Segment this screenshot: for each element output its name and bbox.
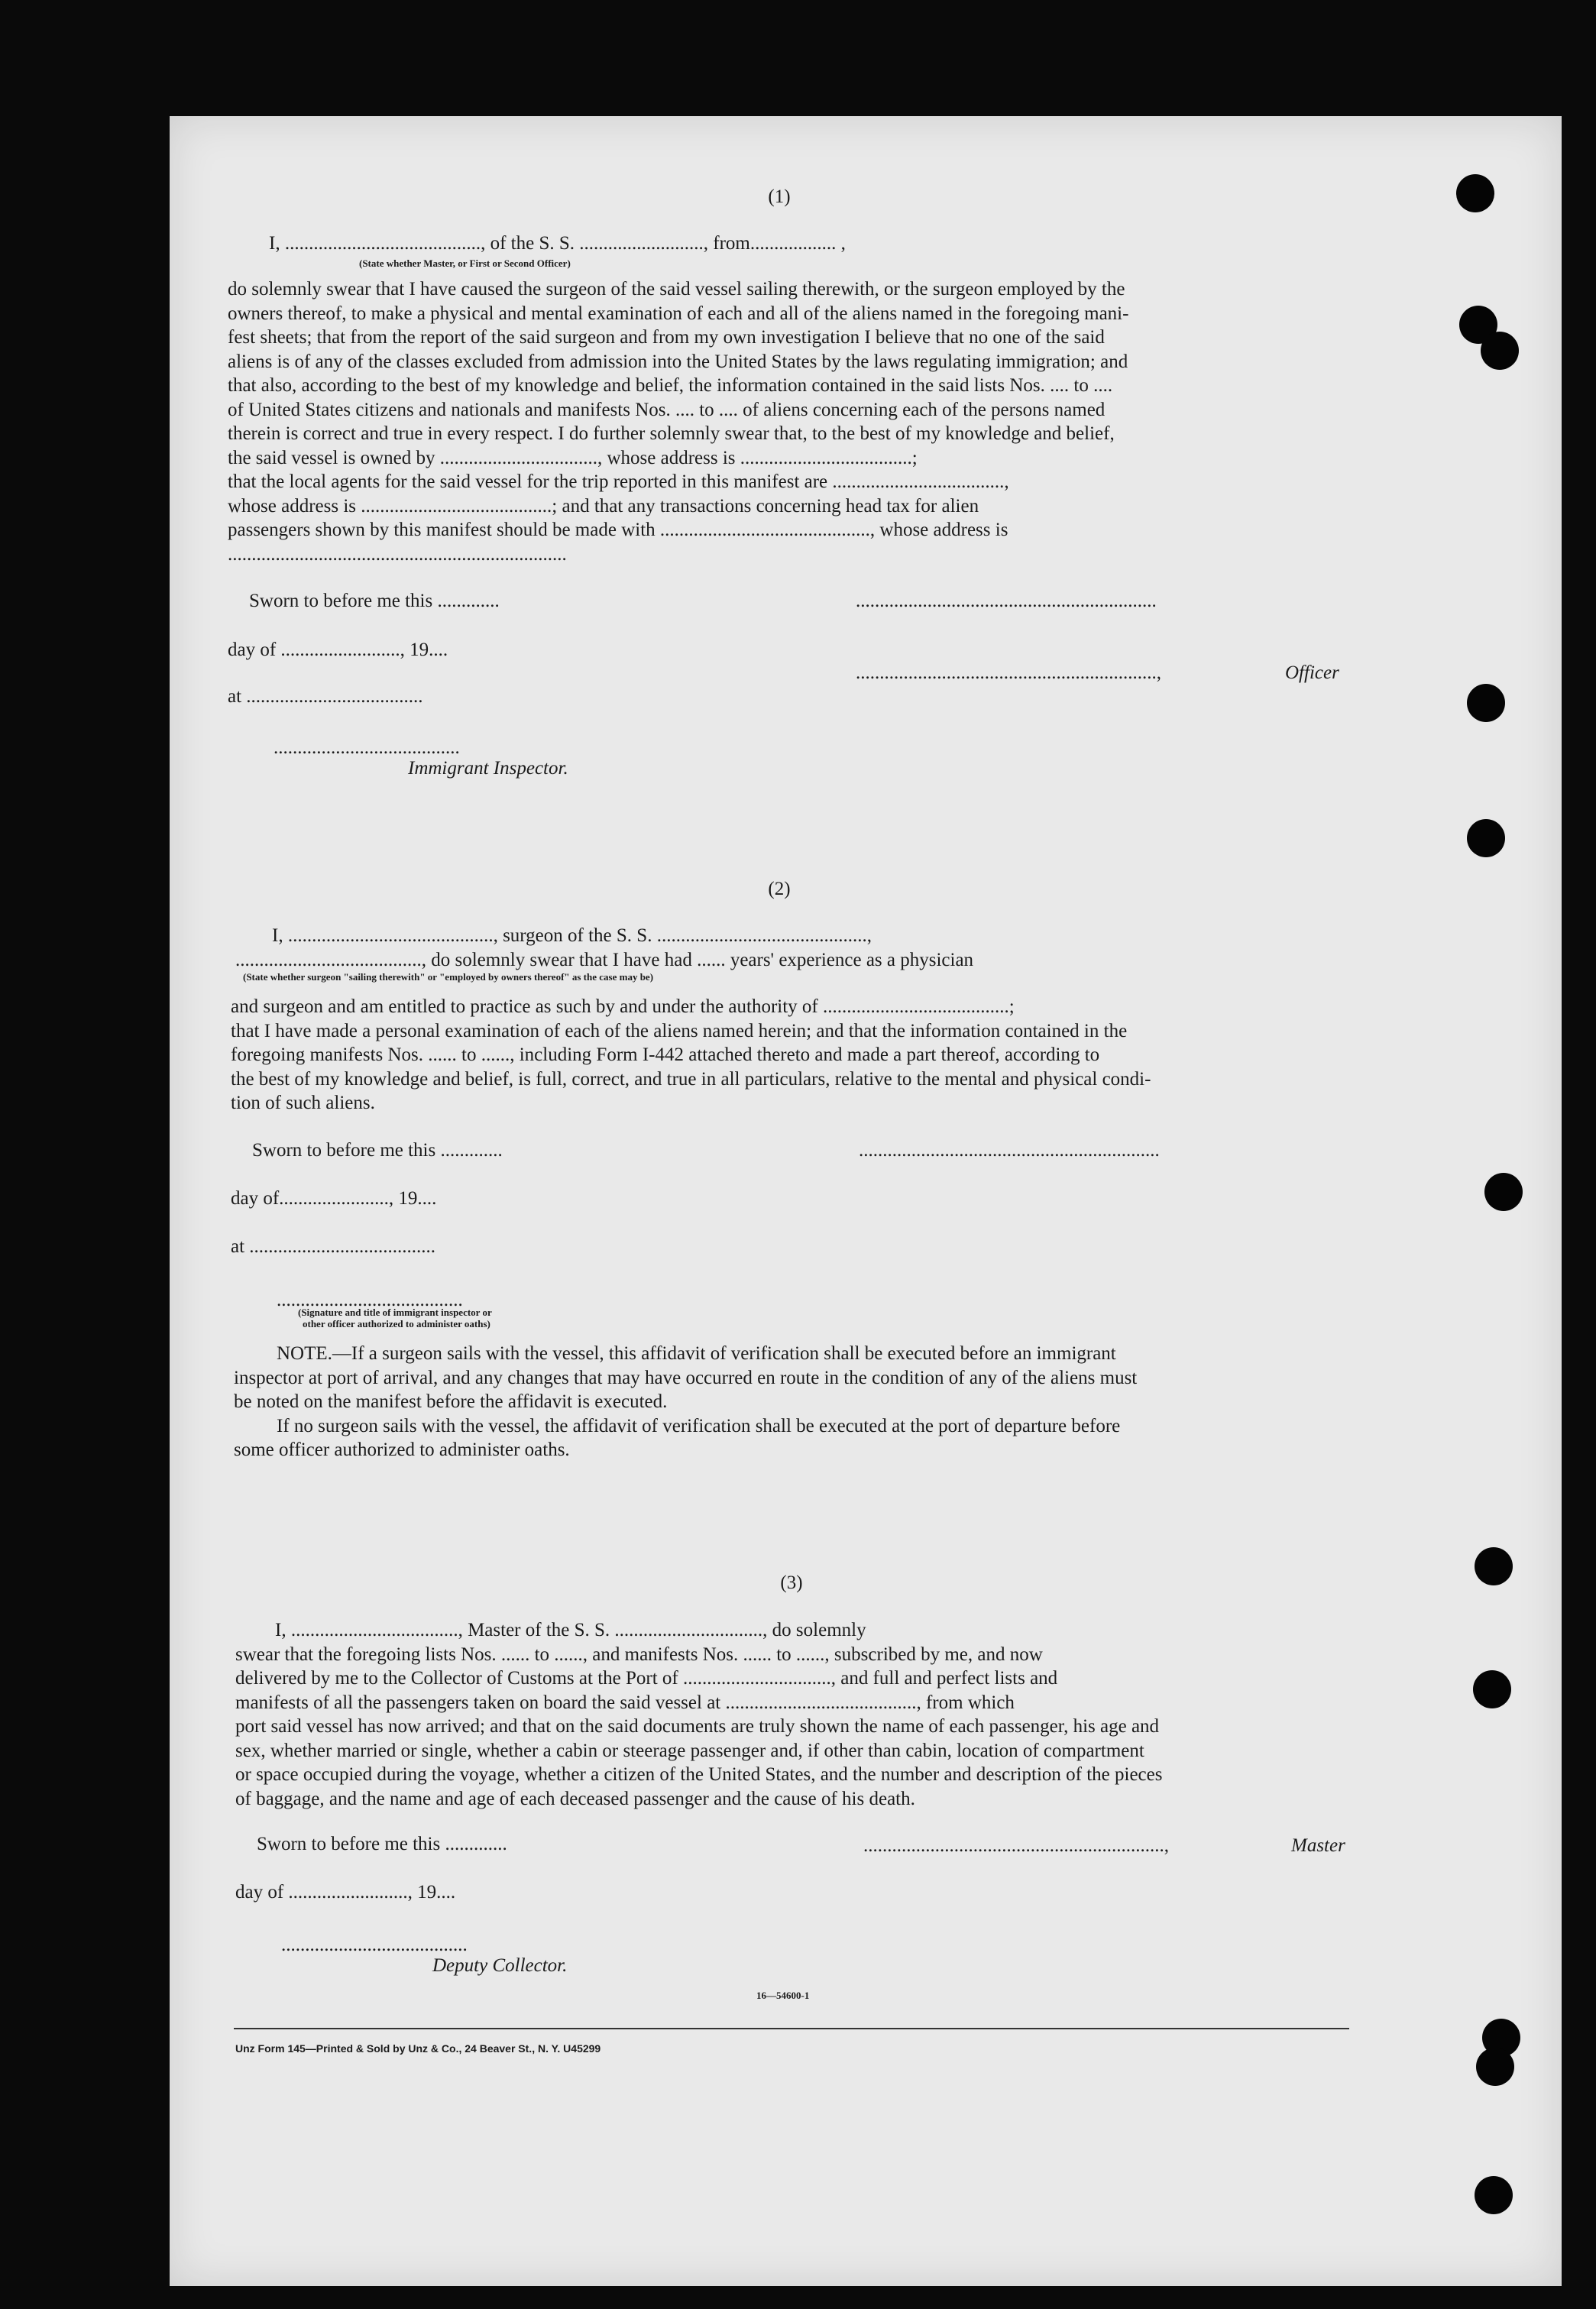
paragraph-line: be noted on the manifest before the affidavit is executed. xyxy=(234,1391,668,1412)
punch-hole xyxy=(1475,2176,1513,2214)
paragraph-line: or space occupied during the voyage, whether a citizen of the United States, and the number and description of the pieces xyxy=(235,1764,1163,1785)
section-1-signature-line: ....................................... xyxy=(274,737,460,758)
section-1-officer-line: ..............................................................., xyxy=(856,662,1161,683)
paragraph-line: that the local agents for the said vessel for the trip reported in this manifest are ...................................., xyxy=(228,471,1009,492)
paragraph-line: swear that the foregoing lists Nos. ...... to ......, and manifests Nos. ...... to ......, subscribed by me, and now xyxy=(235,1644,1043,1665)
paragraph-line: If no surgeon sails with the vessel, the affidavit of verification shall be executed at the port of departure before xyxy=(277,1415,1121,1436)
paragraph-line: foregoing manifests Nos. ...... to ......, including Form I-442 attached thereto and made a part thereof, according to xyxy=(231,1044,1100,1065)
section-3-collector-title: Deputy Collector. xyxy=(432,1955,568,1976)
section-2-surgeon-note: (State whether surgeon "sailing therewith" or "employed by owners thereof" as the case may be) xyxy=(243,971,654,983)
section-1-first-line: I, ........................................., of the S. S. .........................., from.................. , xyxy=(269,233,846,254)
footer-printer-line: Unz Form 145—Printed & Sold by Unz & Co., 24 Beaver St., N. Y. U45299 xyxy=(235,2042,601,2055)
paragraph-line: some officer authorized to administer oaths. xyxy=(234,1439,570,1460)
footer-rule xyxy=(234,2028,1349,2029)
paragraph-line: NOTE.—If a surgeon sails with the vessel, this affidavit of verification shall be executed before an immigrant xyxy=(277,1343,1116,1364)
paragraph-line: inspector at port of arrival, and any changes that may have occurred en route in the condition of any of the aliens must xyxy=(234,1367,1138,1388)
section-3-sworn: Sworn to before me this ............. xyxy=(257,1834,507,1854)
section-3-master-line: ..............................................................., xyxy=(863,1835,1169,1856)
punch-hole xyxy=(1481,332,1519,370)
section-1-oath xyxy=(228,277,1340,566)
section-2-first-line: I, ..........................................., surgeon of the S. S. ............................................, xyxy=(272,925,872,946)
section-2-day: day of......................., 19.... xyxy=(231,1188,437,1209)
section-3-master-title: Master xyxy=(1291,1835,1345,1856)
punch-hole xyxy=(1484,1173,1523,1211)
section-3-signature-line: ....................................... xyxy=(281,1935,468,1955)
paragraph-line: tion of such aliens. xyxy=(231,1093,375,1113)
paragraph-line: aliens is of any of the classes excluded from admission into the United States by the laws regulating immigration; and xyxy=(228,351,1128,372)
punch-hole xyxy=(1456,174,1494,212)
paragraph-line: therein is correct and true in every respect. I do further solemnly swear that, to the best of my knowledge and belief, xyxy=(228,423,1115,444)
section-3-day: day of ........................., 19.... xyxy=(235,1882,456,1903)
section-2-second-line: ......................................., do solemnly swear that I have had ...... years' experience as a physician xyxy=(235,950,974,970)
paragraph-line: the said vessel is owned by ................................., whose address is ....................................; xyxy=(228,447,918,468)
paragraph-line: manifests of all the passengers taken on board the said vessel at ........................................, from which xyxy=(235,1692,1015,1713)
paragraph-line: delivered by me to the Collector of Customs at the Port of ..............................., and full and perfect lists and xyxy=(235,1668,1058,1689)
paragraph-line: the best of my knowledge and belief, is full, correct, and true in all particulars, relative to the mental and physical condi- xyxy=(231,1068,1151,1090)
section-2-signature-line: ....................................... xyxy=(277,1290,463,1310)
punch-hole xyxy=(1475,1547,1513,1585)
section-2-oath xyxy=(231,995,1343,1116)
paragraph-line: owners thereof, to make a physical and mental examination of each and all of the aliens named in the foregoing mani- xyxy=(228,303,1129,324)
punch-hole xyxy=(1473,1670,1511,1708)
paragraph-line: passengers shown by this manifest should be made with ............................................, whose address is xyxy=(228,520,1008,540)
paragraph-line: whose address is ........................................; and that any transactions concerning head tax for alien xyxy=(228,495,979,517)
section-2-number: (2) xyxy=(768,879,791,899)
section-2-note xyxy=(234,1342,1346,1462)
section-3-number: (3) xyxy=(780,1572,803,1593)
section-2-signature-note: other officer authorized to administer oaths) xyxy=(303,1318,490,1329)
section-1-day: day of ........................., 19.... xyxy=(228,640,448,660)
punch-hole xyxy=(1467,684,1505,722)
section-1-inspector-title: Immigrant Inspector. xyxy=(408,758,568,779)
section-1-number: (1) xyxy=(768,186,791,207)
paragraph-line: of United States citizens and nationals and manifests Nos. .... to .... of aliens concerning each of the persons named xyxy=(228,399,1106,420)
section-2-right-signature-line: ............................................................... xyxy=(859,1140,1160,1161)
paragraph-line: do solemnly swear that I have caused the surgeon of the said vessel sailing therewith, or the surgeon employed by the xyxy=(228,279,1125,300)
paragraph-line: and surgeon and am entitled to practice as such by and under the authority of .......................................; xyxy=(231,996,1015,1017)
paragraph-line: ....................................................................... xyxy=(228,543,567,565)
paragraph-line: fest sheets; that from the report of the said surgeon and from my own investigation I believe that no one of the said xyxy=(228,327,1105,348)
section-1-sworn: Sworn to before me this ............. xyxy=(249,591,500,611)
section-1-at: at ..................................... xyxy=(228,686,423,707)
paragraph-line: of baggage, and the name and age of each deceased passenger and the cause of his death. xyxy=(235,1788,915,1809)
section-1-right-signature-line: ............................................................... xyxy=(856,591,1157,611)
section-2-at: at ....................................... xyxy=(231,1236,436,1257)
paragraph-line: sex, whether married or single, whether a cabin or steerage passenger and, if other than cabin, location of compartment xyxy=(235,1740,1144,1761)
punch-hole xyxy=(1467,819,1505,857)
paragraph-line: that also, according to the best of my knowledge and belief, the information contained in the said lists Nos. .... to .... xyxy=(228,375,1113,396)
punch-hole xyxy=(1476,2048,1514,2086)
section-1-officer-title: Officer xyxy=(1285,662,1339,683)
section-3-oath xyxy=(235,1618,1349,1811)
paragraph-line: port said vessel has now arrived; and that on the said documents are truly shown the name of each passenger, his age and xyxy=(235,1716,1160,1737)
section-2-sworn: Sworn to before me this ............. xyxy=(252,1140,503,1161)
print-code: 16—54600-1 xyxy=(756,1990,810,2001)
paragraph-line: that I have made a personal examination of each of the aliens named herein; and that the information contained in the xyxy=(231,1020,1128,1041)
section-1-officer-note: (State whether Master, or First or Second Officer) xyxy=(359,257,571,269)
paragraph-line: I, ..................................., Master of the S. S. ..............................., do solemnly xyxy=(275,1620,866,1640)
section-2-signature-note: (Signature and title of immigrant inspector or xyxy=(298,1307,492,1318)
